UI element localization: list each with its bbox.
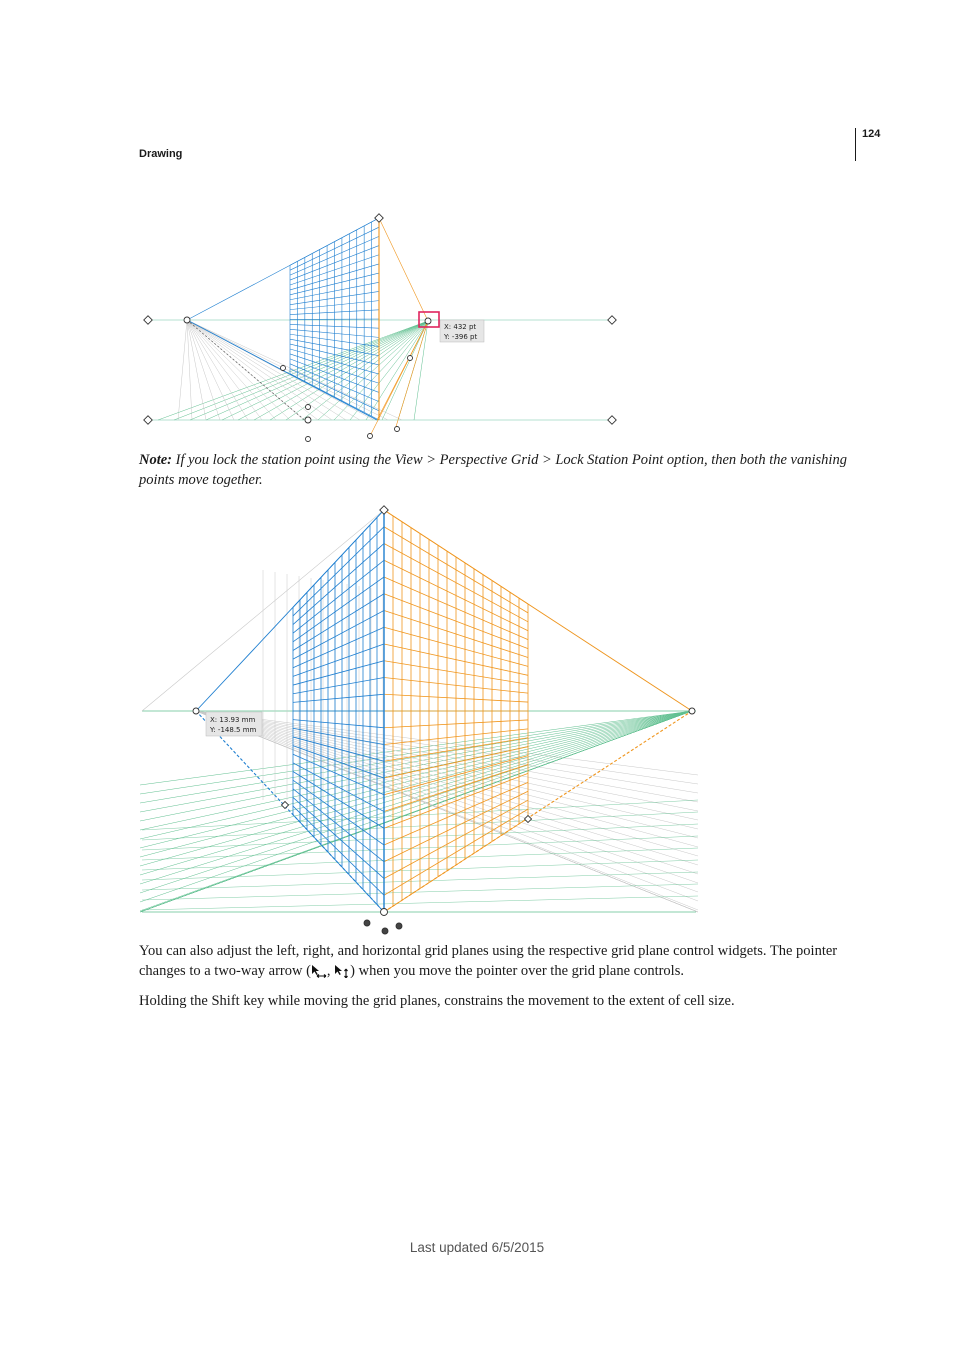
pointer-horizontal-arrow-icon — [311, 964, 327, 978]
horizontal-plane-widget[interactable] — [382, 928, 388, 934]
left-vanishing-point-handle[interactable] — [184, 317, 190, 323]
right-plane-edge-top — [379, 218, 428, 321]
floor-ray-right — [140, 711, 692, 902]
floor-ray-left — [187, 320, 290, 420]
p1-text-after: ) when you move the pointer over the grid plane controls. — [350, 963, 684, 979]
readout-x: X: 13.93 mm — [210, 716, 256, 724]
floor-ray-left — [187, 320, 192, 420]
floor-ray-right — [140, 711, 692, 893]
right-vanishing-point-handle[interactable] — [689, 708, 695, 714]
figure-1-grid-lines — [144, 214, 616, 442]
origin-handle[interactable] — [305, 417, 311, 423]
footer-last-updated: Last updated 6/5/2015 — [409, 1240, 545, 1255]
floor-ray-right — [238, 321, 428, 420]
p1-text-before: You can also adjust the left, right, and horizontal grid planes using the respective grid plane control widgets. The pointer changes to a two-way arrow ( — [139, 943, 838, 979]
ground-left-handle[interactable] — [144, 416, 152, 424]
note-text: If you lock the station point using the View > Perspective Grid > Lock Station Point option, then both the vanishing points move together. — [139, 452, 847, 488]
ground-right-handle[interactable] — [608, 416, 616, 424]
floor-ray-left — [178, 320, 187, 420]
left-plane-edge-top — [187, 218, 379, 320]
paragraph-grid-plane-widgets — [139, 941, 859, 981]
left-plane-widget[interactable] — [306, 437, 311, 442]
right-vanishing-point-handle[interactable] — [425, 318, 431, 324]
vertical-grid-extent-handle[interactable] — [375, 214, 383, 222]
right-plane-widget[interactable] — [396, 923, 402, 929]
left-grid-extent-handle[interactable] — [306, 405, 311, 410]
floor-ray-left — [187, 320, 318, 420]
right-plane-edge-top — [384, 510, 692, 711]
section-header: Drawing — [139, 148, 183, 160]
left-grid-extent-handle[interactable] — [281, 801, 288, 808]
horizontal-plane-widget[interactable] — [368, 434, 373, 439]
left-vanishing-point-handle[interactable] — [193, 708, 199, 714]
left-plane-control-handle[interactable] — [281, 366, 286, 371]
floor-ray-right — [140, 711, 692, 884]
right-grid-extent-handle[interactable] — [408, 356, 413, 361]
right-plane-edge-bottom — [384, 711, 692, 912]
floor-ray-left — [187, 320, 206, 420]
note — [139, 450, 859, 490]
readout-x: X: 432 pt — [444, 323, 477, 331]
figure-1-readout — [440, 320, 484, 342]
page-rule — [855, 128, 856, 161]
right-grid-extent-handle[interactable] — [524, 815, 531, 822]
pointer-vertical-arrow-icon — [334, 964, 350, 978]
floor-ray-right — [158, 321, 428, 420]
floor-ray-left — [187, 320, 276, 420]
left-plane-widget[interactable] — [364, 920, 370, 926]
readout-y: Y: -148.5 mm — [210, 726, 257, 734]
horizon-right-handle[interactable] — [608, 316, 616, 324]
floor-crossline — [142, 896, 698, 910]
readout-y: Y: -396 pt — [444, 333, 478, 341]
page-number: 124 — [862, 128, 881, 140]
p1-separator: , — [326, 963, 335, 979]
horizon-left-handle[interactable] — [144, 316, 152, 324]
note-label: Note: — [139, 452, 173, 468]
perspective-grid-figure-station-point — [138, 208, 628, 448]
right-plane-widget[interactable] — [395, 427, 400, 432]
origin-handle[interactable] — [381, 909, 388, 916]
figure-2-readout — [206, 712, 262, 736]
perspective-grid-figure-two-point — [138, 500, 708, 938]
paragraph-shift-key: Holding the Shift key while moving the grid planes, constrains the movement to the extent of cell size. — [139, 993, 735, 1009]
